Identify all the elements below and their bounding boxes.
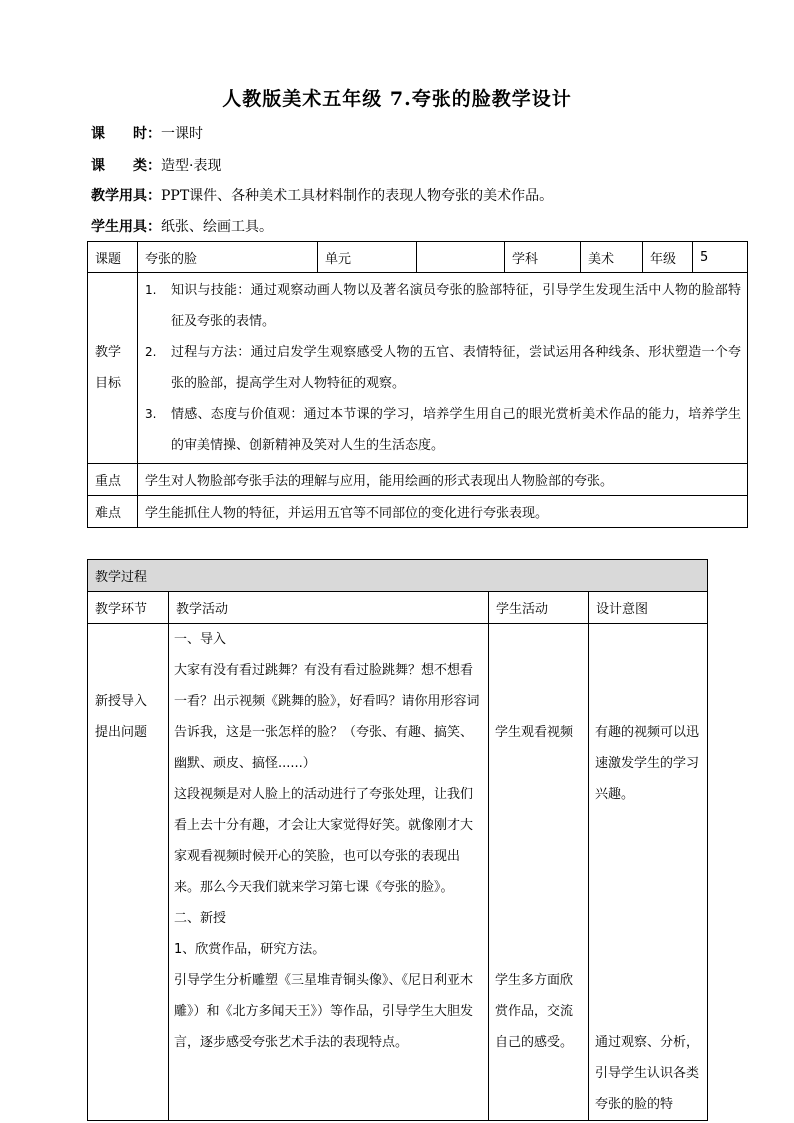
type-value: 造型·表现 (161, 158, 222, 174)
goal-number: 1. (145, 283, 157, 297)
key-row (88, 464, 748, 496)
grade-label: 年级 (643, 242, 693, 273)
goal-item (145, 399, 741, 461)
link-cell (88, 624, 169, 1121)
type-label: 课 (91, 158, 105, 174)
activity-paragraph: 1、欣赏作品，研究方法。 (174, 942, 326, 957)
goal-number: 2. (145, 345, 157, 359)
grade-value: 5 (693, 242, 748, 273)
goal-text: 知识与技能：通过观察动画人物以及著名演员夸张的脸部特征，引导学生发现生活中人物的脸部特征及夸张的表情。 (171, 283, 742, 329)
goals-list (145, 275, 747, 461)
goals-row (88, 273, 748, 464)
duration-label: 课 (91, 126, 105, 142)
process-header-row (88, 592, 708, 624)
process-section-row (88, 560, 708, 592)
teacher-tools-value: PPT课件、各种美术工具材料制作的表现人物夸张的美术作品。 (161, 188, 554, 204)
document-title: 人教版美术五年级 7.夸张的脸教学设计 (222, 88, 572, 110)
process-body-row (88, 624, 708, 1121)
activity-heading-intro: 一、导入 (174, 632, 227, 647)
teacher-tools-label: 教学用具： (91, 188, 161, 204)
meta-type (91, 156, 221, 176)
student-tools-label: 学生用具： (91, 219, 161, 235)
activity-paragraph: 这段视频是对人脸上的活动进行了夸张处理，让我们看上去十分有趣，才会让大家觉得好笑。就像刚才大家观看视频时候开心的笑脸，也可以夸张的表现出来。那么今天我们就来学习第七课《夸张的脸》。 (174, 787, 474, 895)
goals-cell (138, 273, 748, 464)
topic-label: 课题 (88, 242, 138, 273)
subject-value: 美术 (581, 242, 643, 273)
activity-paragraph: 大家有没有看过跳舞？有没有看过脸跳舞？想不想看一看？出示视频《跳舞的脸》，好看吗？请你用形容词告诉我，这是一张怎样的脸？（夸张、有趣、搞笑、幽默、顽皮、搞怪......） (174, 663, 480, 771)
meta-duration (91, 124, 203, 144)
goals-label (88, 273, 138, 464)
duration-value: 一课时 (161, 126, 203, 142)
goal-text: 情感、态度与价值观：通过本节课的学习，培养学生用自己的眼光赏析美术作品的能力，培养学生的审美情操、创新精神及笑对人生的生活态度。 (171, 407, 742, 453)
activity-paragraph: 引导学生分析雕塑《三星堆青铜头像》、《尼日利亚木雕》）和《北方多闻天王》）等作品，引导学生大胆发言，逐步感受夸张艺术手法的表现特点。 (174, 973, 474, 1050)
difficulty-value: 学生能抓住人物的特征，并运用五官等不同部位的变化进行夸张表现。 (138, 496, 748, 528)
intent-cell (589, 624, 708, 1121)
col-student-header: 学生活动 (489, 592, 589, 624)
col-intent-header: 设计意图 (589, 592, 708, 624)
col-link-header: 教学环节 (88, 592, 169, 624)
goals-label-line1: 教学 (95, 345, 122, 360)
key-label: 重点 (88, 464, 138, 496)
meta-student-tools (91, 217, 273, 237)
info-header-row (88, 242, 748, 273)
key-value: 学生对人物脸部夸张手法的理解与应用，能用绘画的形式表现出人物脸部的夸张。 (138, 464, 748, 496)
unit-value (417, 242, 505, 273)
difficulty-label: 难点 (88, 496, 138, 528)
intent-1: 有趣的视频可以迅速激发学生的学习兴趣。 (595, 725, 700, 802)
topic-value: 夸张的脸 (138, 242, 318, 273)
type-label-2: 类： (133, 158, 161, 174)
process-table (87, 559, 708, 1121)
student-tools-value: 纸张、绘画工具。 (161, 219, 273, 235)
goals-label-line2: 目标 (95, 376, 122, 391)
intent-2: 通过观察、分析，引导学生认识各类夸张的脸的特 (595, 1035, 700, 1112)
activity-heading-new: 二、新授 (174, 911, 227, 926)
goal-item (145, 337, 741, 399)
goal-item (145, 275, 741, 337)
unit-label: 单元 (318, 242, 417, 273)
process-section-title: 教学过程 (88, 560, 708, 592)
meta-teacher-tools (91, 186, 553, 206)
goal-number: 3. (145, 407, 157, 421)
link-line-2: 提出问题 (95, 725, 148, 740)
duration-label-2: 时： (133, 126, 161, 142)
col-activity-header: 教学活动 (169, 592, 489, 624)
difficulty-row (88, 496, 748, 528)
link-line-1: 新授导入 (95, 694, 148, 709)
student-activity-1: 学生观看视频 (495, 725, 574, 740)
activity-cell (169, 624, 489, 1121)
info-table (87, 241, 748, 528)
goal-text: 过程与方法：通过启发学生观察感受人物的五官、表情特征，尝试运用各种线条、形状塑造一个夸张的脸部，提高学生对人物特征的观察。 (171, 345, 742, 391)
student-cell (489, 624, 589, 1121)
subject-label: 学科 (505, 242, 581, 273)
student-activity-2: 学生多方面欣赏作品，交流自己的感受。 (495, 973, 574, 1050)
